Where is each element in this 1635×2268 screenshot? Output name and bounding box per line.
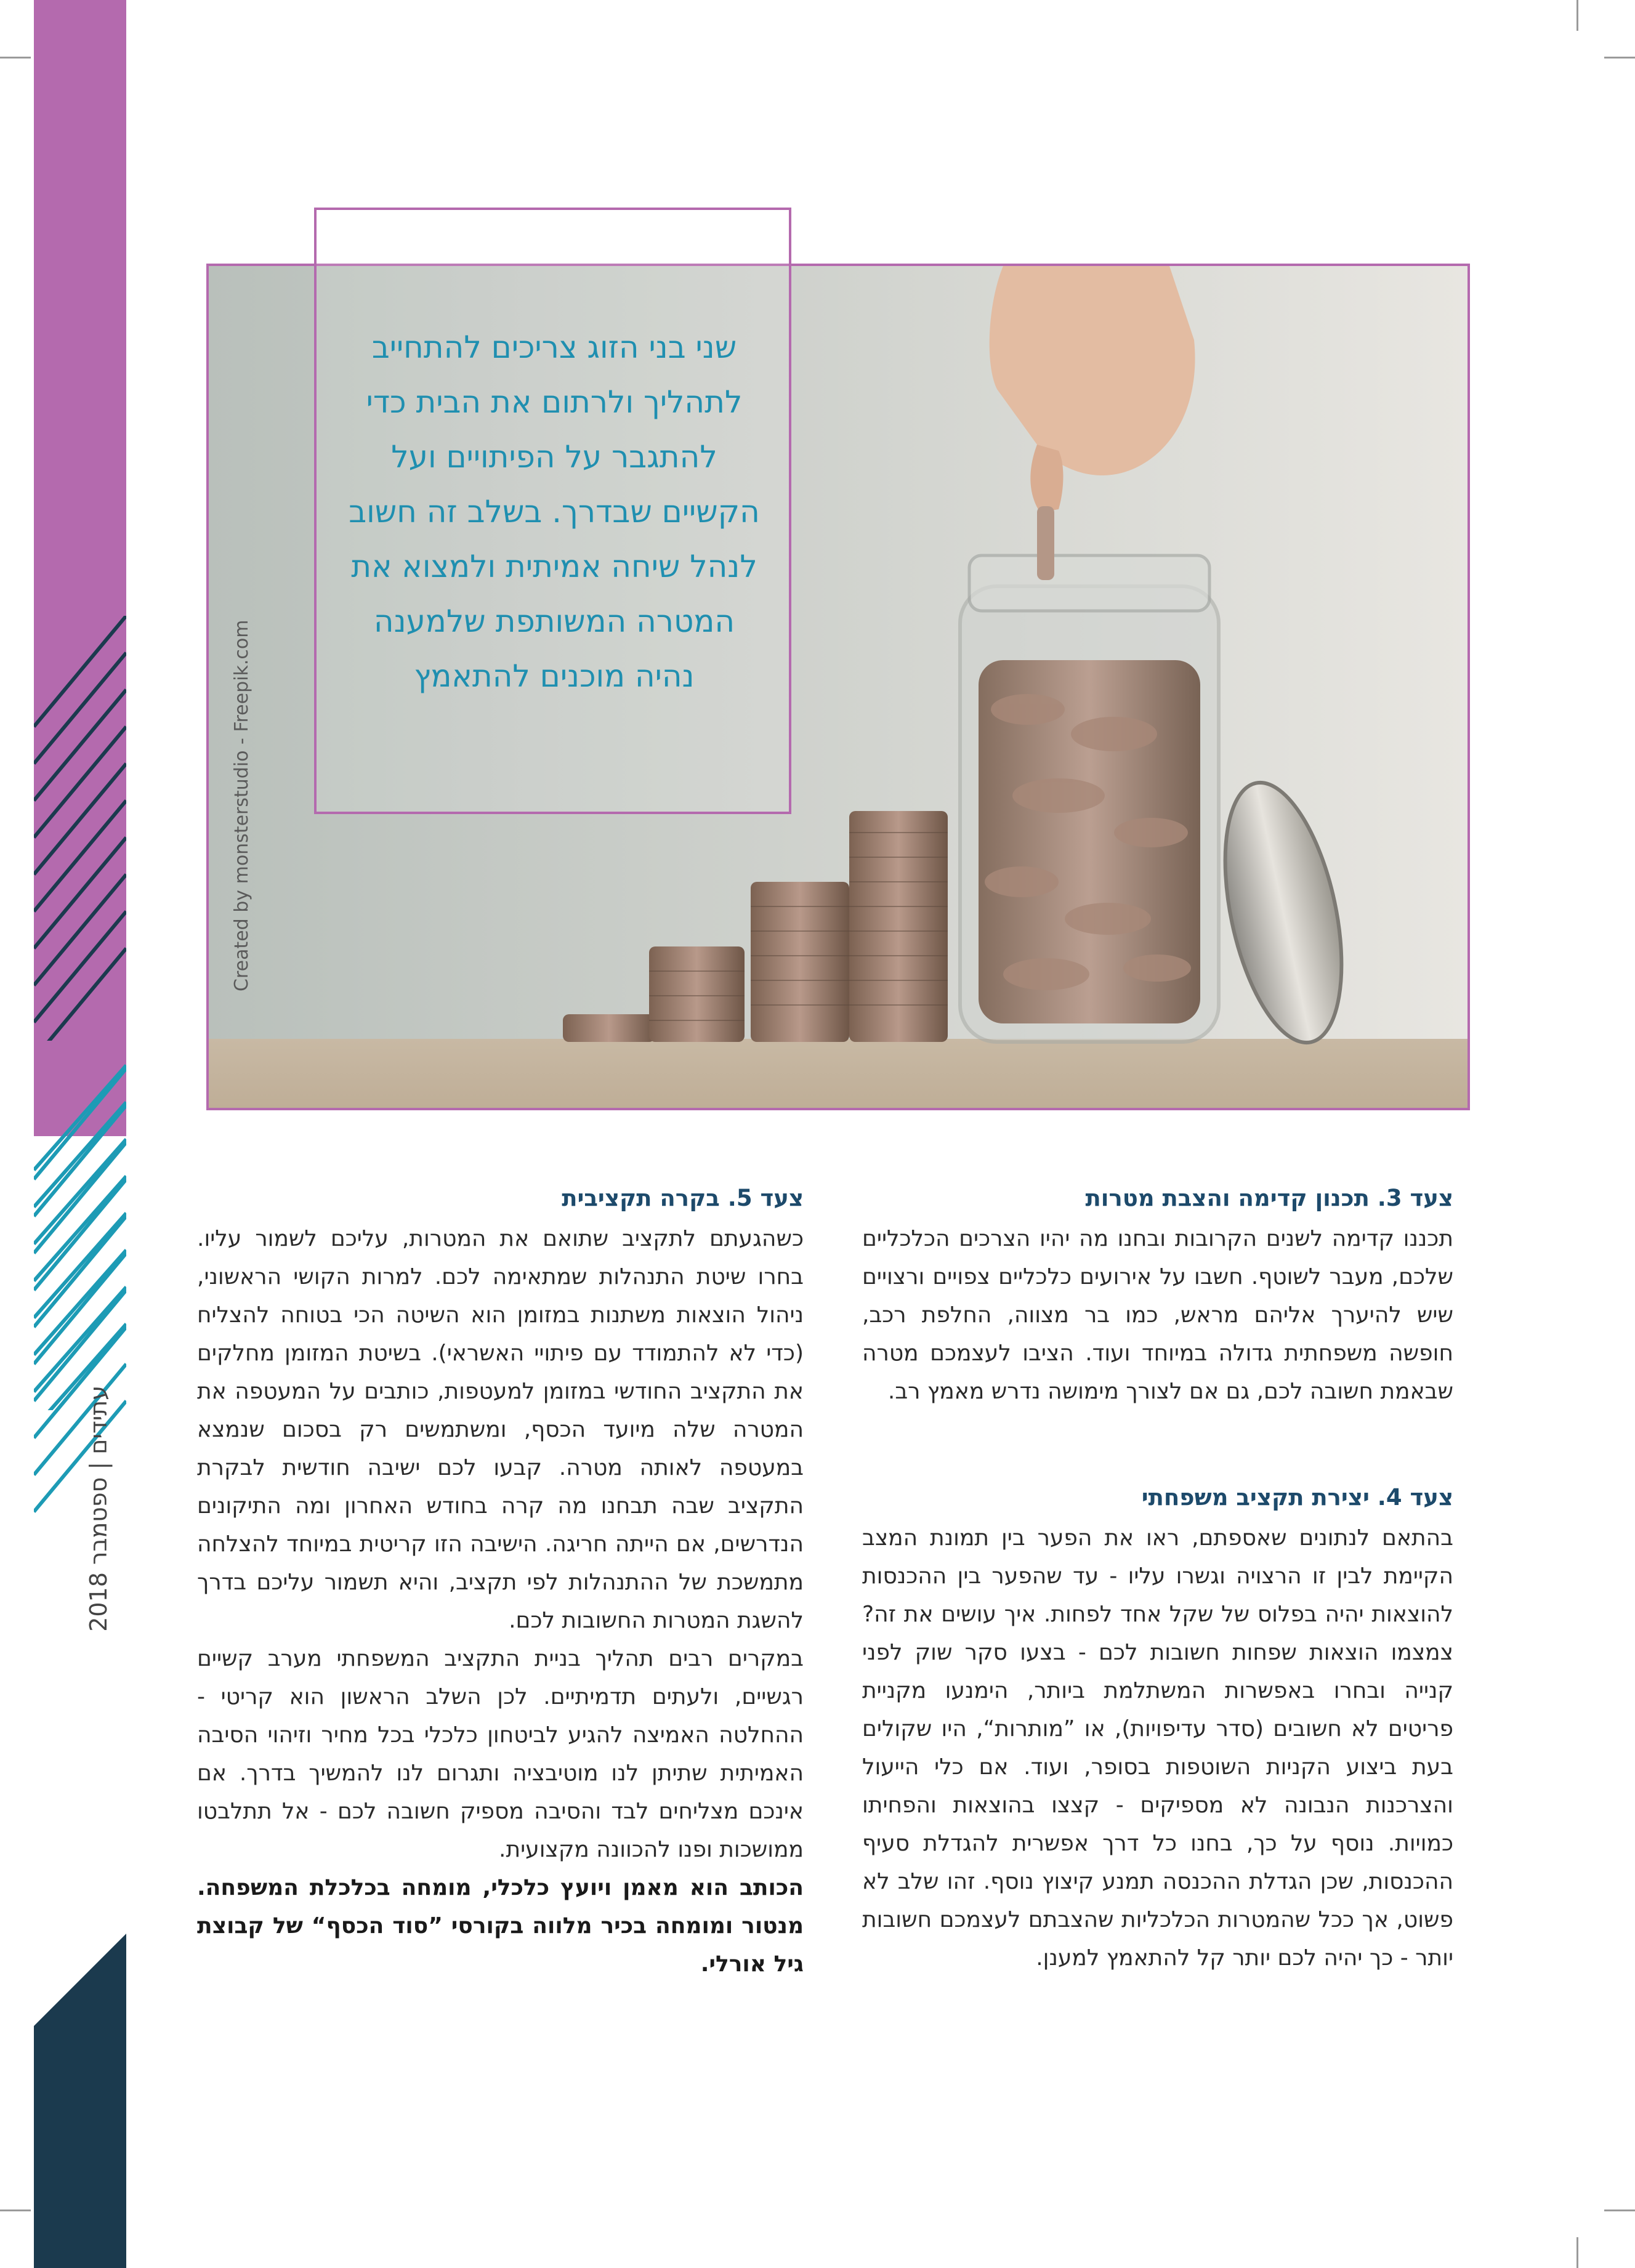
step3-body: תכננו קדימה לשנים הקרובות ובחנו מה יהיו הצרכים הכלכליים שלכם, מעבר לשוטף. חשבו על אירועים כלכליים צפויים ורצויים שיש להיערך אליהם מראש, כמו בר מצווה, החלפת רכב, חופשה משפחתית גדולה במיוחד ועוד. הציבו לעצמכם מטרה שבאמת חשובה לכם, גם אם לצורך מימושה נדרש מאמץ רב. bbox=[862, 1226, 1453, 1404]
step3-title: צעד 3. תכנון קדימה והצבת מטרות bbox=[1085, 1185, 1453, 1211]
decorative-stripes-navy bbox=[34, 616, 126, 1047]
crop-mark bbox=[1604, 2209, 1635, 2211]
step4-body: בהתאם לנתונים שאספתם, ראו את הפער בין תמונת המצב הקיימת לבין זו הרצויה וגשרו עליו - עד שהפער בין ההכנסות להוצאות יהיה בפלוס של שקל אחד לפחות. איך עושים את זה? צמצמו הוצאות שפחות חשובות לכם - בצעו סקר שוק לפני קנייה ובחרו באפשרות המשתלמת ביותר, הימנעו מקניית פריטים לא חשובים (סדר עדיפויות), או ”מותרות“, היו שקולים בעת ביצוע הקניות השוטפות בסופר, ועוד. אם כלי הייעול והצרכנות הנבונה לא מספיקים - קצצו בהוצאות והפחיתו כמויות. נוסף על כך, בחנו כל דרך אפשרית להגדלת סעיף ההכנסות, שכן הגדלת ההכנסה תמנע קיצוץ נוסף. זהו שלב לא פשוט, אך ככל שהמטרות הכלכליות שהצבתם לעצמכם חשובות יותר - כך יהיה לכם יותר קל להתאמץ למענן. bbox=[862, 1525, 1453, 1971]
column-right bbox=[862, 1179, 1453, 1977]
crop-mark bbox=[0, 57, 31, 59]
column-left bbox=[197, 1179, 804, 1983]
step5-title: צעד 5. בקרה תקציבית bbox=[562, 1185, 804, 1211]
author-bio: הכותב הוא מאמן ויועץ כלכלי, מומחה בכלכלת המשפחה. מנטור ומומחה בכיר מלווה בקורסי ”סוד הכסף“ של קבוצת גיל אורלי. bbox=[197, 1875, 804, 1977]
step5-body-2: במקרים רבים תהליך בניית התקציב המשפחתי מערב קשיים רגשיים, ולעתים תדמיתיים. לכן השלב הראשון הוא קריטי - ההחלטה האמיצה להגיע לביטחון כלכלי בכל מחיר וזיהוי הסיבה האמיתית שתיתן לנו מוטיבציה ותגרום לנו להמשיך בדרך. אם אינכם מצליחים לבד והסיבה מספיק חשובה לכם - אל תתלבטו ממושכות ופנו להכוונה מקצועית. bbox=[197, 1646, 804, 1862]
photo-credit: Created by monsterstudio - Freepik.com bbox=[231, 619, 252, 991]
footer-issue: עתידים | ספטמבר 2018 bbox=[85, 1386, 112, 1632]
crop-mark bbox=[1604, 57, 1635, 59]
decorative-corner bbox=[34, 1927, 126, 2026]
crop-mark bbox=[0, 2209, 31, 2211]
pull-quote: שני בני הזוג צריכים להתחייב לתהליך ולרתום את הבית כדי להתגבר על הפיתויים ועל הקשיים שבדרך. בשלב זה חשוב לנהל שיחה אמיתית ולמצוא את המטרה המשותפת שלמענה נהיה מוכנים להתאמץ bbox=[349, 329, 760, 694]
step5-body: כשהגעתם לתקציב שתואם את המטרות, עליכם לשמור עליו. בחרו שיטת התנהלות שמתאימה לכם. למרות הקושי הראשוני, ניהול הוצאות משתנות במזומן הוא השיטה הכי בטוחה להצליח (כדי לא להתמודד עם פיתויי האשראי). בשיטת המזומן מחלקים את התקציב החודשי במזומן למעטפות, כותבים על המעטפה את המטרה שלה מיועד הכסף, ומשתמשים רק בסכום שנמצא במעטפה לאותה מטרה. קבעו לכם ישיבה חודשית לבקרת התקציב שבה תבחנו מה קרה בחודש האחרון ומה התיקונים הנדרשים, אם הייתה חריגה. הישיבה הזו קריטית במיוחד להצלחה מתמשכת של ההתנהלות לפי תקציב, והיא תשמור עליכם בדרך להשגת המטרות החשובות לכם. bbox=[197, 1226, 804, 1633]
step4-title: צעד 4. יצירת תקציב משפחתי bbox=[1141, 1484, 1453, 1511]
decorative-stripes-teal bbox=[34, 1041, 126, 1410]
crop-mark bbox=[1576, 2237, 1578, 2268]
crop-mark bbox=[1576, 0, 1578, 31]
